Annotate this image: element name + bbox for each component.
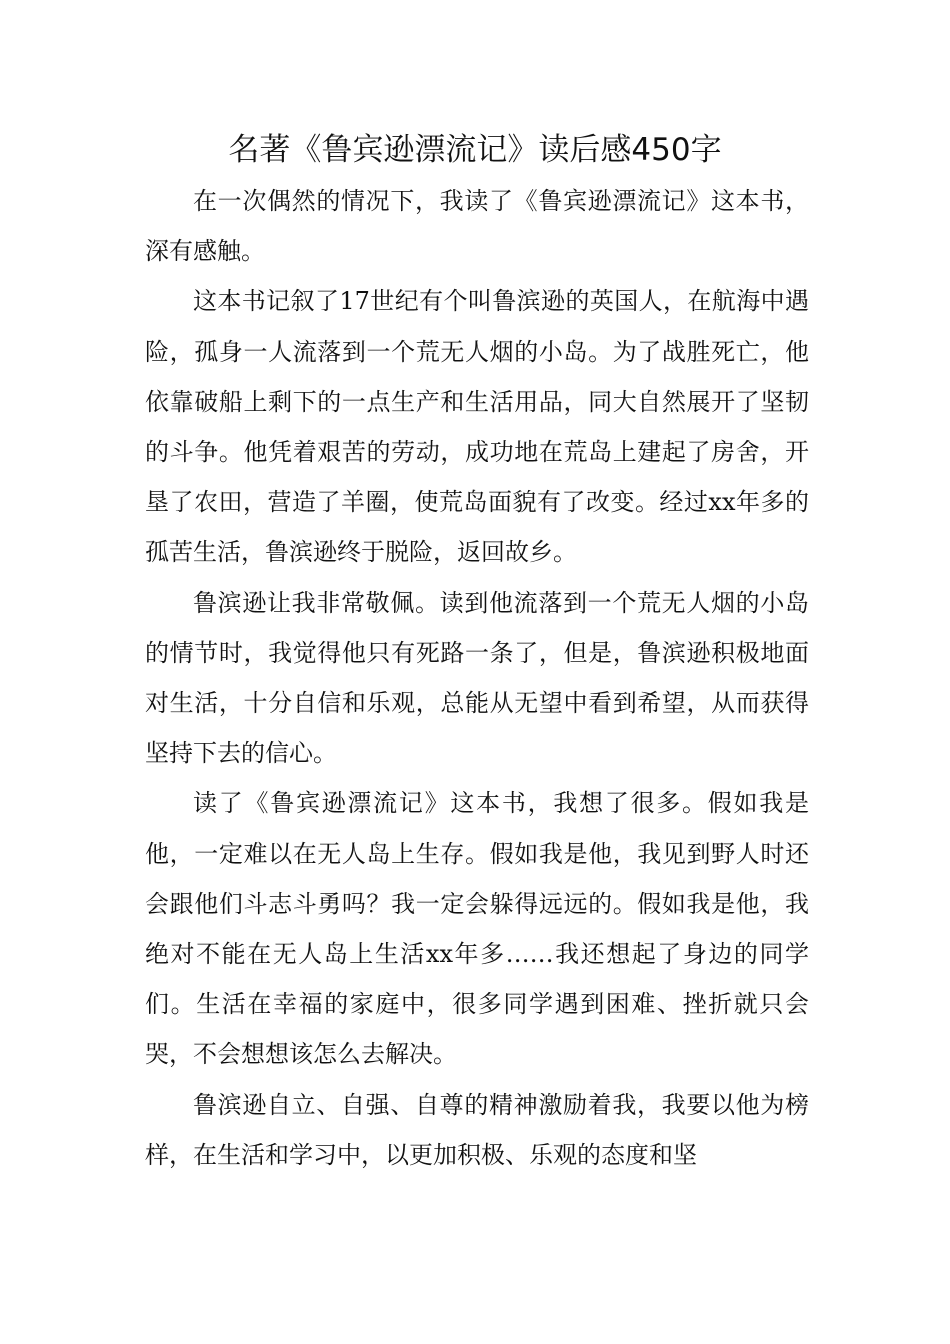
paragraph-1: 在一次偶然的情况下，我读了《鲁宾逊漂流记》这本书，深有感触。 bbox=[145, 187, 809, 266]
paragraph-4: 读了《鲁宾逊漂流记》这本书，我想了很多。假如我是他，一定难以在无人岛上生存。假如我是他，我见到野人时还会跟他们斗志斗勇吗？我一定会躲得远远的。假如我是他，我绝对不能在无人岛上生活xx年多……我还想起了身边的同学们。生活在幸福的家庭中，很多同学遇到困难、挫折就只会哭，不会想想该怎么去解决。 bbox=[145, 789, 809, 1069]
document-title: 名著《鲁宾逊漂流记》读后感450字 bbox=[228, 132, 722, 168]
paragraph-5: 鲁滨逊自立、自强、自尊的精神激励着我，我要以他为榜样，在生活和学习中，以更加积极、乐观的态度和坚 bbox=[145, 1090, 809, 1169]
paragraph-2: 这本书记叙了17世纪有个叫鲁滨逊的英国人，在航海中遇险，孤身一人流落到一个荒无人烟的小岛。为了战胜死亡，他依靠破船上剩下的一点生产和生活用品，同大自然展开了坚韧的斗争。他凭着艰苦的劳动，成功地在荒岛上建起了房舍，开垦了农田，营造了羊圈，使荒岛面貌有了改变。经过xx年多的孤苦生活，鲁滨逊终于脱险，返回故乡。 bbox=[145, 287, 809, 567]
document-body bbox=[145, 176, 809, 1180]
paragraph-3: 鲁滨逊让我非常敬佩。读到他流落到一个荒无人烟的小岛的情节时，我觉得他只有死路一条了，但是，鲁滨逊积极地面对生活，十分自信和乐观，总能从无望中看到希望，从而获得坚持下去的信心。 bbox=[145, 588, 809, 768]
